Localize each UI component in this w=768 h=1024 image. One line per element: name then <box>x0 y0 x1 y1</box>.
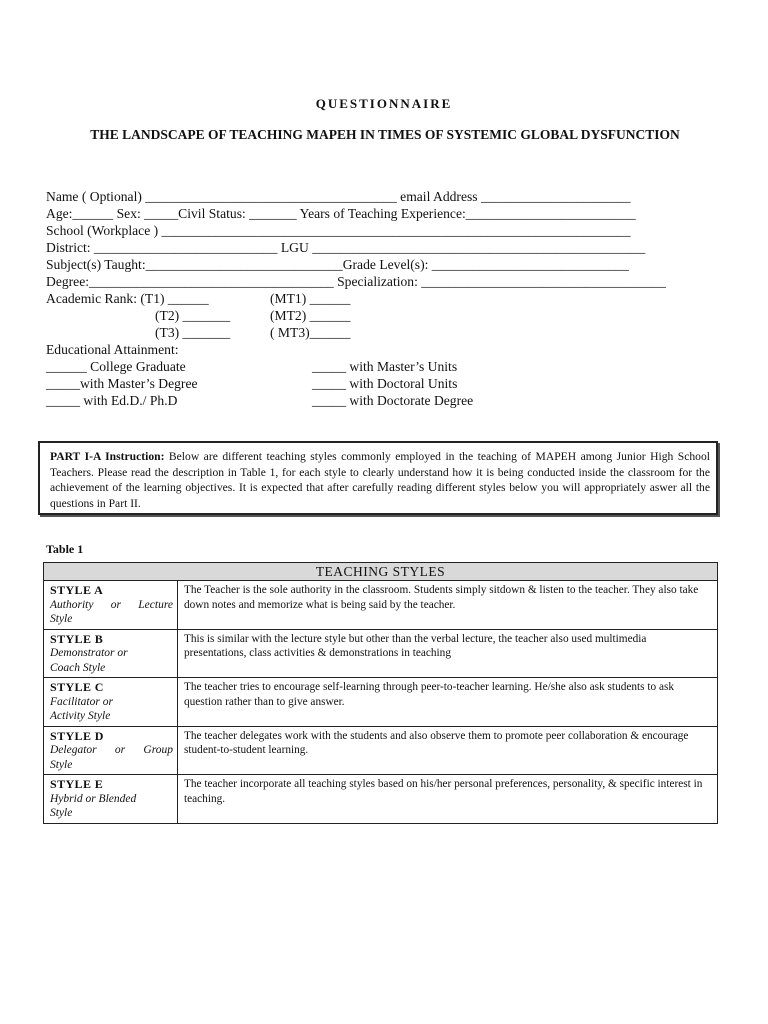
edu-masters-degree: _____with Master’s Degree <box>46 376 198 391</box>
table-row <box>44 775 718 824</box>
academic-rank-mt1: (MT1) ______ <box>270 291 351 306</box>
instruction-box <box>38 441 718 515</box>
style-cell <box>44 726 178 775</box>
teaching-styles-table <box>43 562 718 824</box>
style-description: Style <box>50 613 73 625</box>
table-row <box>44 581 718 630</box>
style-description: Style <box>50 758 73 771</box>
academic-rank-t3: (T3) _______ <box>155 325 231 340</box>
table-row <box>44 678 718 727</box>
style-explanation: The teacher delegates work with the students and also observe them to promote peer collaboration & encourage student-to-student learning. <box>178 726 718 775</box>
table-label: Table 1 <box>46 542 84 556</box>
document-title: QUESTIONNAIRE <box>315 96 453 111</box>
style-description: Demonstrator or <box>50 647 128 659</box>
style-description: Hybrid or Blended <box>50 792 137 805</box>
form-line-subject-grade: Subject(s) Taught:_____________________________Grade Level(s): _____________________________ <box>46 257 629 272</box>
table-header-row <box>44 563 718 581</box>
style-cell <box>44 678 178 727</box>
instruction-text: Below are different teaching styles commonly employed in the teaching of MAPEH among Junior High School Teachers. Please read the description in Table 1, for each style to clearly understand how it is being conducted inside the classroom for the achievement of the learning objectives. It is expected that after carefully reading different styles below you will appropriately aswer all the questions in Part II. <box>50 450 710 510</box>
instruction-label: PART I-A Instruction: <box>50 450 165 463</box>
style-description: Style <box>50 807 73 819</box>
edu-edd-phd: _____ with Ed.D./ Ph.D <box>46 393 178 408</box>
style-description: Authority or Lecture <box>50 598 173 611</box>
edu-doctoral-units: _____ with Doctoral Units <box>312 376 458 391</box>
academic-rank-mt2: (MT2) ______ <box>270 308 351 323</box>
educational-attainment-label: Educational Attainment: <box>46 342 179 357</box>
academic-rank-t1: Academic Rank: (T1) ______ <box>46 291 209 306</box>
form-line-age-sex-status: Age:______ Sex: _____Civil Status: _______ Years of Teaching Experience:_________________________ <box>46 206 636 221</box>
form-line-school: School (Workplace ) _____________________________________________________________________ <box>46 223 631 238</box>
style-cell <box>44 629 178 678</box>
style-name: STYLE B <box>50 631 104 646</box>
edu-doctorate-degree: _____ with Doctorate Degree <box>312 393 474 408</box>
style-description: Delegator or Group <box>50 744 173 756</box>
document-subtitle: THE LANDSCAPE OF TEACHING MAPEH IN TIMES OF SYSTEMIC GLOBAL DYSFUNCTION <box>90 127 680 142</box>
style-explanation: This is similar with the lecture style but other than the verbal lecture, the teacher also used multimedia presentations, class activities & demonstrations in teaching <box>178 629 718 678</box>
style-description: Coach Style <box>50 661 106 674</box>
edu-college-graduate: ______ College Graduate <box>46 359 186 374</box>
style-name: STYLE A <box>50 583 104 597</box>
form-line-degree-specialization: Degree:____________________________________ Specialization: ____________________________________ <box>46 274 666 289</box>
style-name: STYLE C <box>50 680 104 694</box>
table-heading: TEACHING STYLES <box>44 563 718 581</box>
academic-rank-t2: (T2) _______ <box>155 308 231 323</box>
style-name: STYLE E <box>50 777 104 791</box>
style-explanation: The teacher incorporate all teaching styles based on his/her personal preferences, personality, & specific interest in teaching. <box>178 775 718 824</box>
form-line-name-email: Name ( Optional) _____________________________________ email Address ______________________ <box>46 189 631 204</box>
table-row <box>44 629 718 678</box>
academic-rank-mt3: ( MT3)______ <box>270 325 351 340</box>
style-explanation: The teacher tries to encourage self-learning through peer-to-teacher learning. He/she also ask students to ask question rather than to give answer. <box>178 678 718 727</box>
style-cell <box>44 581 178 630</box>
table-row <box>44 726 718 775</box>
style-explanation: The Teacher is the sole authority in the classroom. Students simply sitdown & listen to the teacher. They also take down notes and memorize what is being said by the teacher. <box>178 581 718 630</box>
style-description: Facilitator or <box>50 695 113 708</box>
form-line-district-lgu: District: ___________________________ LGU _________________________________________________ <box>46 240 646 255</box>
edu-masters-units: _____ with Master’s Units <box>312 359 458 374</box>
style-name: STYLE D <box>50 728 104 743</box>
style-description: Activity Style <box>50 710 111 722</box>
style-cell <box>44 775 178 824</box>
